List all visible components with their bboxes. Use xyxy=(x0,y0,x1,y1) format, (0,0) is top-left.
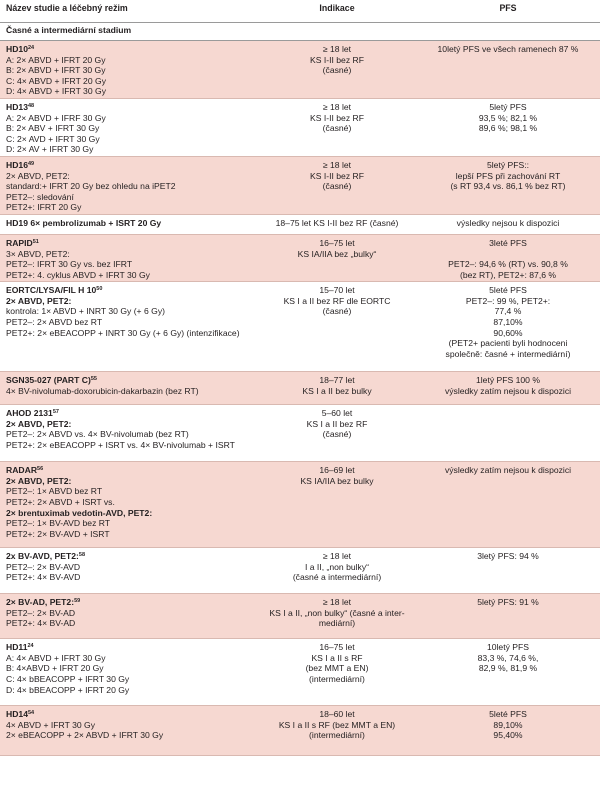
reference-number: 55 xyxy=(90,376,97,383)
pfs-cell xyxy=(416,548,600,594)
pfs-line: 1letý PFS 100 % xyxy=(475,375,540,386)
pfs-line: 90,60% xyxy=(493,327,523,338)
regimen-line: D: 4× bBEACOPP + IFRT 20 Gy xyxy=(6,684,130,695)
regimen-line: B: 4×ABVD + IFRT 20 Gy xyxy=(6,663,104,674)
pfs-line: 5leté PFS xyxy=(489,709,527,720)
study-name: $HD13^{48}$ xyxy=(6,101,35,112)
regimen-line: A: 4× ABVD + IFRT 30 Gy xyxy=(6,652,106,663)
regimen-line: D: 4× ABVD + IFRT 30 Gy xyxy=(6,86,106,97)
regimen-line: 2× ABVD, PET2: xyxy=(6,295,72,306)
pfs-line: 83,3 %, 74,6 %, xyxy=(477,652,539,663)
reference-number: 48 xyxy=(27,102,35,109)
pfs-line: 93,5 %; 82,1 % xyxy=(478,112,538,123)
regimen-line: A: 2× ABVD + IFRT 20 Gy xyxy=(6,54,106,65)
pfs-line: 5letý PFS:: xyxy=(486,159,530,170)
pfs-cell xyxy=(416,41,600,99)
indication-line: ≥ 18 let xyxy=(322,597,352,608)
table-row xyxy=(0,156,600,214)
table-row xyxy=(0,462,600,548)
indication-line: ≥ 18 let xyxy=(322,159,352,170)
indication-line: (intermediární) xyxy=(309,674,365,685)
study-name: $HD11^{24}$ xyxy=(6,642,34,653)
study-cell xyxy=(0,462,258,548)
indication-cell xyxy=(258,98,416,156)
study-cell xyxy=(0,372,258,405)
table-row xyxy=(0,98,600,156)
regimen-line: PET2–: 1× BV-AVD bez RT xyxy=(6,518,111,529)
reference-number: 50 xyxy=(96,286,103,293)
indication-line: 16–75 let xyxy=(319,237,355,248)
regimen-line: B: 2× ABVD + IFRT 30 Gy xyxy=(6,65,106,76)
indication-line: KS I-II bez RF xyxy=(310,112,364,123)
regimen-line: 2× ABVD, PET2: xyxy=(6,170,70,181)
regimen-line: PET2+: 4× BV-AD xyxy=(6,618,76,629)
indication-cell xyxy=(258,639,416,706)
study-cell xyxy=(0,706,258,756)
indication-cell xyxy=(258,282,416,372)
study-name: SGN35-027 (PART C)$^{55}$ xyxy=(6,375,97,386)
pfs-line: (PET2+ pacienti byli hodnoceni xyxy=(448,338,568,349)
indication-line: ≥ 18 let xyxy=(322,551,352,562)
indication-line: (časné) xyxy=(322,306,352,317)
regimen-line: 4× BV-nivolumab-doxorubicin-dakarbazin (bez RT) xyxy=(6,385,199,396)
header-indication: Indikace xyxy=(258,0,416,23)
pfs-line xyxy=(418,249,598,260)
reference-number: 24 xyxy=(27,643,34,650)
section-title: Časné a intermediární stadium xyxy=(0,23,600,41)
study-cell xyxy=(0,234,258,281)
pfs-line: PET2–: 94,6 % (RT) vs. 90,8 % xyxy=(448,259,568,270)
reference-number: 56 xyxy=(37,466,44,473)
regimen-line: PET2–: 1× ABVD bez RT xyxy=(6,486,103,497)
regimen-line: kontrola: 1× ABVD + INRT 30 Gy (+ 6 Gy) xyxy=(6,306,165,317)
study-cell xyxy=(0,98,258,156)
study-name: RADAR$^{56}$ xyxy=(6,465,44,476)
study-cell xyxy=(0,214,258,234)
indication-line: (časné) xyxy=(322,429,352,440)
indication-line: I a II, „non bulky“ xyxy=(304,561,369,572)
indication-line: KS I-II bez RF xyxy=(310,170,364,181)
regimen-line: PET2–: sledování xyxy=(6,191,74,202)
table-row xyxy=(0,548,600,594)
table-row xyxy=(0,372,600,405)
indication-line: 5–60 let xyxy=(321,408,353,419)
regimen-line: C: 2× AVD + IFRT 30 Gy xyxy=(6,133,100,144)
regimen-line: PET2+: 2× eBEACOPP + ISRT vs. 4× BV-nivolumab + ISRT xyxy=(6,440,235,451)
regimen-line: PET2–: IFRT 30 Gy vs. bez IFRT xyxy=(6,259,133,270)
regimen-line: standard:+ IFRT 20 Gy bez ohledu na iPET2 xyxy=(6,181,176,192)
study-cell xyxy=(0,405,258,462)
indication-line: (intermediární) xyxy=(309,730,365,741)
study-cell xyxy=(0,41,258,99)
regimen-line: 2× ABVD, PET2: xyxy=(6,418,72,429)
regimen-line: C: 4× bBEACOPP + IFRT 30 Gy xyxy=(6,674,130,685)
indication-line: ≥ 18 let xyxy=(322,44,352,54)
reference-number: 58 xyxy=(78,552,86,559)
pfs-cell xyxy=(416,156,600,214)
pfs-cell xyxy=(416,405,600,462)
section-row xyxy=(0,23,600,41)
indication-cell xyxy=(258,594,416,639)
study-name: $HD10^{24}$ xyxy=(6,44,35,54)
indication-cell xyxy=(258,41,416,99)
indication-line: 16–69 let xyxy=(319,465,355,476)
reference-number: 24 xyxy=(27,45,35,51)
table-row xyxy=(0,234,600,281)
pfs-line: 89,10% xyxy=(493,719,523,730)
pfs-line: 95,40% xyxy=(493,730,523,741)
pfs-cell xyxy=(416,234,600,281)
indication-line: KS IA/IIA bez „bulky“ xyxy=(297,248,377,259)
table-row xyxy=(0,214,600,234)
pfs-cell xyxy=(416,372,600,405)
table-row xyxy=(0,639,600,706)
pfs-line: 3leté PFS xyxy=(489,237,527,248)
study-name: AHOD 2131$^{57}$ xyxy=(6,408,59,419)
regimen-line: PET2+: 4× BV-AVD xyxy=(6,572,81,583)
regimen-line: B: 2× ABV + IFRT 30 Gy xyxy=(6,123,100,134)
table-row xyxy=(0,706,600,756)
pfs-line: (bez RT), PET2+: 87,6 % xyxy=(459,269,557,280)
regimen-line: 2× eBEACOPP + 2× ABVD + IFRT 30 Gy xyxy=(6,730,164,741)
pfs-line: výsledky nejsou k dispozici xyxy=(456,217,560,228)
pfs-cell xyxy=(416,594,600,639)
study-cell xyxy=(0,594,258,639)
indication-line: 18–77 let xyxy=(319,375,355,386)
indication-line: (časné) xyxy=(322,123,352,134)
reference-number: 51 xyxy=(32,238,39,245)
indication-cell xyxy=(258,214,416,234)
reference-number: 49 xyxy=(27,160,35,167)
indication-line: mediární) xyxy=(318,618,356,629)
study-name: RAPID$^{51}$ xyxy=(6,237,39,248)
indication-line: (časné a intermediární) xyxy=(292,572,382,583)
pfs-cell xyxy=(416,282,600,372)
regimen-line: PET2+: 2× eBEACOPP + INRT 30 Gy (+ 6 Gy) (intenzifikace) xyxy=(6,327,240,338)
regimen-line: PET2+: 4. cyklus ABVD + IFRT 30 Gy xyxy=(6,269,150,280)
pfs-line: 5letý PFS xyxy=(489,101,527,112)
indication-line: KS I a II s RF xyxy=(311,652,363,663)
indication-line: KS I a II s RF (bez MMT a EN) xyxy=(278,719,396,730)
indication-cell xyxy=(258,548,416,594)
pfs-cell xyxy=(416,706,600,756)
indication-line: KS I a II bez bulky xyxy=(302,385,372,396)
pfs-line: 87,10% xyxy=(493,317,523,328)
pfs-line: 89,6 %; 98,1 % xyxy=(478,123,538,134)
study-cell xyxy=(0,639,258,706)
pfs-line: výsledky zatím nejsou k dispozici xyxy=(444,465,572,476)
regimen-line: 2× brentuximab vedotin-AVD, PET2: xyxy=(6,507,153,518)
regimen-line: PET2–: 2× ABVD vs. 4× BV-nivolumab (bez RT) xyxy=(6,429,189,440)
reference-number: 59 xyxy=(74,598,81,605)
indication-cell xyxy=(258,706,416,756)
study-cell xyxy=(0,548,258,594)
indication-line: (časné) xyxy=(322,181,352,192)
study-name: 2× BV-AD, PET2:$^{59}$ xyxy=(6,597,81,608)
pfs-line: 10letý PFS xyxy=(486,642,530,653)
header-study: Název studie a léčebný režim xyxy=(0,0,258,23)
header-row xyxy=(0,0,600,23)
regimen-line: 2× ABVD, PET2: xyxy=(6,475,72,486)
indication-line: KS I a II, „non bulky“ (časné a inter- xyxy=(269,607,405,618)
pfs-line: 5letý PFS: 91 % xyxy=(477,597,539,608)
pfs-line: výsledky zatím nejsou k dispozici xyxy=(444,385,572,396)
table-row xyxy=(0,594,600,639)
study-cell xyxy=(0,156,258,214)
indication-line: KS I a II bez RF dle EORTC xyxy=(283,295,391,306)
indication-cell xyxy=(258,372,416,405)
pfs-line: společně: časné + intermediární) xyxy=(445,348,571,359)
indication-line: KS I-II bez RF xyxy=(310,54,364,65)
indication-line: (bez MMT a EN) xyxy=(305,663,369,674)
regimen-line: D: 2× AV + IFRT 30 Gy xyxy=(6,144,94,155)
indication-line: KS I a II bez RF xyxy=(306,418,368,429)
indication-cell xyxy=(258,405,416,462)
indication-line: 16–75 let xyxy=(319,642,355,653)
reference-number: 57 xyxy=(52,409,59,416)
regimen-line: C: 4× ABVD + IFRT 20 Gy xyxy=(6,75,106,86)
pfs-line: 3letý PFS: 94 % xyxy=(477,551,539,562)
regimen-line: 3× ABVD, PET2: xyxy=(6,248,70,259)
indication-line: KS IA/IIA bez bulky xyxy=(300,475,374,486)
study-cell xyxy=(0,282,258,372)
indication-line: ≥ 18 let xyxy=(322,101,352,112)
study-name: 2x BV-AVD, PET2:$^{58}$ xyxy=(6,551,86,562)
regimen-line: 4× ABVD + IFRT 30 Gy xyxy=(6,719,96,730)
pfs-line: 77,4 % xyxy=(494,306,522,317)
table-row xyxy=(0,41,600,99)
header-pfs: PFS xyxy=(416,0,600,23)
study-name: HD19 6× pembrolizumab + ISRT 20 Gy xyxy=(6,217,162,228)
pfs-line: PET2–: 99 %, PET2+: xyxy=(465,295,551,306)
regimen-line: A: 2× ABVD + IFRF 30 Gy xyxy=(6,112,106,123)
regimen-line: PET2–: 2× BV-AD xyxy=(6,607,76,618)
table-row xyxy=(0,405,600,462)
study-name: $HD16^{49}$ xyxy=(6,159,35,170)
regimen-line: PET2+: 2× BV-AVD + ISRT xyxy=(6,528,110,539)
indication-cell xyxy=(258,234,416,281)
indication-line: 18–60 let xyxy=(319,709,355,720)
regimen-line: PET2+: 2× ABVD + ISRT vs. xyxy=(6,497,115,508)
pfs-cell xyxy=(416,462,600,548)
table-row xyxy=(0,282,600,372)
indication-line: 18–75 let KS I-II bez RF (časné) xyxy=(275,217,399,228)
pfs-cell xyxy=(416,98,600,156)
study-name: $HD14^{54}$ xyxy=(6,709,35,720)
indication-cell xyxy=(258,462,416,548)
indication-cell xyxy=(258,156,416,214)
pfs-line: 82,9 %, 81,9 % xyxy=(478,663,538,674)
regimen-line: PET2–: 2× BV-AVD xyxy=(6,561,81,572)
pfs-cell xyxy=(416,214,600,234)
indication-line: 15–70 let xyxy=(319,285,355,296)
pfs-line: 10letý PFS ve všech ramenech 87 % xyxy=(437,44,579,54)
study-name: EORTC/LYSA/FIL H $10^{50}$ xyxy=(6,285,103,296)
pfs-line: (s RT 93,4 vs. 86,1 % bez RT) xyxy=(450,181,566,192)
indication-line: (časné) xyxy=(322,65,352,76)
pfs-line: 5leté PFS xyxy=(489,285,527,296)
regimen-line: PET2–: 2× ABVD bez RT xyxy=(6,317,103,328)
pfs-cell xyxy=(416,639,600,706)
reference-number: 54 xyxy=(27,710,35,717)
regimen-line: PET2+: IFRT 20 Gy xyxy=(6,202,82,213)
pfs-line: lepší PFS při zachování RT xyxy=(455,170,561,181)
